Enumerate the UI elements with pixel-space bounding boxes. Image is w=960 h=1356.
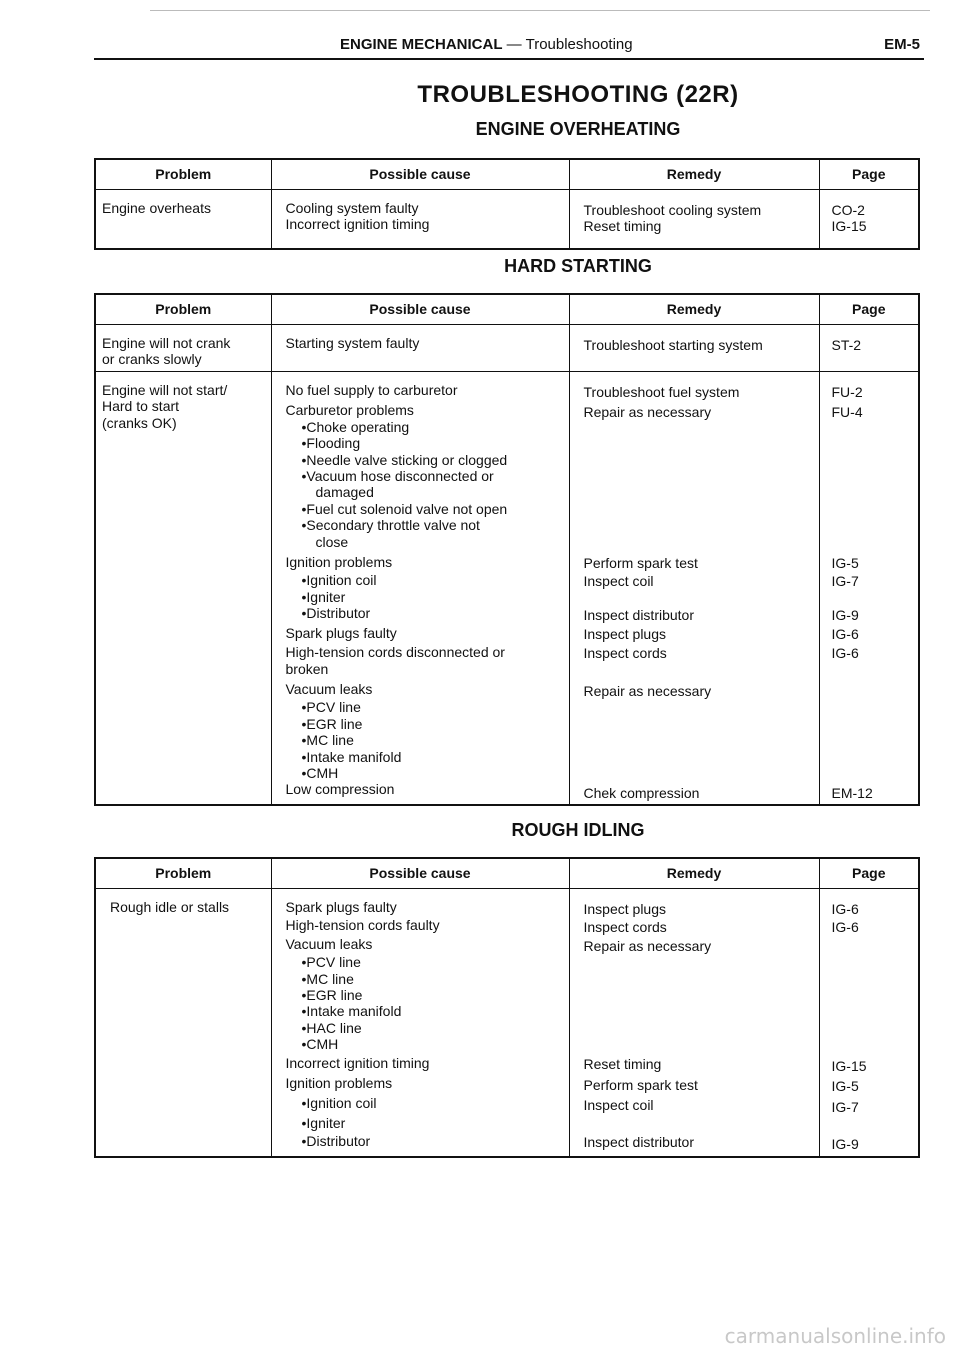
col-header-problem: Problem: [95, 858, 271, 889]
cause-subitem: • PCV line: [286, 699, 569, 715]
remedy-text: Inspect coil: [583, 1097, 654, 1114]
cause-subitem: • CMH: [286, 1036, 569, 1052]
page-ref: IG-6: [831, 626, 859, 643]
col-header-page: Page: [819, 858, 919, 889]
page-ref: IG-7: [831, 1098, 859, 1115]
cause-subitem: • Igniter: [286, 1115, 569, 1131]
cause-subitem: • Needle valve sticking or clogged: [286, 452, 569, 468]
cause-subitem: • EGR line: [286, 716, 569, 732]
col-header-remedy: Remedy: [569, 294, 819, 325]
col-header-problem: Problem: [95, 294, 271, 325]
page-ref: IG-9: [831, 606, 859, 623]
cause-subitem: • EGR line: [286, 987, 569, 1003]
remedy-text: Inspect distributor: [583, 1134, 694, 1151]
page-cell: [819, 889, 919, 1158]
remedy-text: Troubleshoot fuel system: [583, 384, 740, 400]
remedy-text: Troubleshoot cooling system: [583, 202, 762, 218]
cause-text: Vacuum leaks: [285, 680, 373, 697]
remedy-text: Perform spark test: [583, 1076, 698, 1093]
cause-subitem: • PCV line: [286, 954, 569, 970]
problem-cell: [95, 889, 271, 1158]
problem-text: Engine will not crank: [102, 335, 231, 351]
page-ref: CO-2: [831, 202, 865, 218]
page-ref: IG-15: [831, 218, 867, 235]
cause-text: Carburetor problems: [285, 402, 414, 419]
cause-subitem: • Distributor: [286, 1133, 569, 1149]
col-header-cause: Possible cause: [271, 858, 569, 889]
section-title-overheating: ENGINE OVERHEATING: [475, 119, 681, 139]
cause-text: Ignition problems: [285, 1075, 393, 1092]
table-row: [95, 325, 919, 372]
cause-text: High-tension cords disconnected or: [285, 644, 505, 661]
problem-cell: [95, 190, 271, 250]
col-header-page: Page: [819, 159, 919, 190]
col-header-cause: Possible cause: [271, 294, 569, 325]
problem-text: (cranks OK): [102, 414, 177, 431]
top-scan-line: [150, 10, 930, 11]
problem-text: Engine overheats: [102, 200, 211, 216]
table-row: [95, 372, 919, 805]
col-header-cause: Possible cause: [271, 159, 569, 190]
col-header-page: Page: [819, 294, 919, 325]
problem-cell: [95, 325, 271, 372]
page-cell: [819, 372, 919, 805]
cause-text: Vacuum leaks: [285, 935, 373, 952]
page-ref: IG-9: [831, 1136, 859, 1153]
cause-subitem: • Intake manifold: [286, 749, 569, 765]
remedy-cell: [569, 190, 819, 250]
page-ref: EM-12: [831, 784, 873, 801]
remedy-text: Repair as necessary: [583, 404, 712, 421]
cause-text: Cooling system faulty: [285, 200, 419, 216]
page-cell: [819, 325, 919, 372]
remedy-text: Inspect distributor: [583, 606, 694, 623]
cause-cell: [271, 190, 569, 250]
cause-subitem: • MC line: [286, 732, 569, 748]
remedy-text: Inspect plugs: [583, 901, 666, 917]
cause-cell: [271, 372, 569, 805]
cause-subitem: • Ignition coil: [286, 1095, 569, 1111]
page-ref: IG-6: [831, 901, 859, 917]
cause-cell: [271, 325, 569, 372]
table-rough-idling: [94, 857, 920, 1158]
cause-subitem: • Distributor: [286, 605, 569, 621]
page-ref: FU-2: [831, 384, 863, 400]
cause-subitem-cont: damaged: [315, 484, 374, 501]
watermark-text: carmanualsonline.info: [724, 1324, 946, 1348]
cause-subitem: • Flooding: [286, 435, 569, 451]
cause-subitem: • Igniter: [286, 589, 569, 605]
header-section: ENGINE MECHANICAL — Troubleshooting: [340, 36, 633, 53]
table-hard-starting: [94, 293, 920, 806]
col-header-remedy: Remedy: [569, 159, 819, 190]
cause-text: Low compression: [285, 781, 395, 798]
section-title-hard-starting: HARD STARTING: [504, 256, 652, 276]
page-ref: FU-4: [831, 404, 863, 421]
table-row: [95, 889, 919, 1158]
page-ref: IG-15: [831, 1057, 867, 1074]
page-ref: IG-5: [831, 1078, 859, 1095]
cause-text: broken: [285, 660, 329, 677]
cause-text: Starting system faulty: [285, 335, 420, 351]
problem-text: or cranks slowly: [102, 351, 202, 368]
remedy-text: Repair as necessary: [583, 937, 712, 954]
remedy-text: Perform spark test: [583, 554, 698, 571]
problem-text: Engine will not start/: [102, 382, 228, 398]
remedy-text: Chek compression: [583, 785, 700, 802]
cause-text: Ignition problems: [285, 554, 393, 571]
col-header-remedy: Remedy: [569, 858, 819, 889]
cause-subitem: • MC line: [286, 971, 569, 987]
cause-subitem: • Intake manifold: [286, 1003, 569, 1019]
cause-subitem: • CMH: [286, 765, 569, 781]
remedy-cell: [569, 889, 819, 1158]
col-header-problem: Problem: [95, 159, 271, 190]
cause-subitem: • HAC line: [286, 1020, 569, 1036]
remedy-text: Inspect plugs: [583, 626, 666, 643]
remedy-text: Reset timing: [583, 1056, 662, 1073]
remedy-text: Troubleshoot starting system: [583, 337, 763, 353]
cause-subitem: • Ignition coil: [286, 572, 569, 588]
remedy-text: Inspect coil: [583, 573, 654, 590]
page-ref: IG-7: [831, 573, 859, 590]
cause-cell: [271, 889, 569, 1158]
page-ref: IG-5: [831, 554, 859, 571]
problem-cell: [95, 372, 271, 805]
problem-text: Rough idle or stalls: [110, 899, 230, 915]
cause-subitem: • Fuel cut solenoid valve not open: [286, 501, 569, 517]
page-title: TROUBLESHOOTING (22R): [417, 81, 739, 108]
header-rule: [94, 58, 924, 60]
page-cell: [819, 190, 919, 250]
cause-subitem: • Vacuum hose disconnected or: [286, 468, 569, 484]
table-row: [95, 190, 919, 250]
cause-text: Incorrect ignition timing: [285, 216, 430, 233]
section-title-rough-idling: ROUGH IDLING: [511, 820, 645, 840]
remedy-text: Repair as necessary: [583, 682, 712, 699]
cause-subitem-cont: close: [315, 533, 349, 550]
problem-text: Hard to start: [102, 398, 180, 415]
cause-subitem: • Secondary throttle valve not: [286, 517, 569, 533]
remedy-cell: [569, 325, 819, 372]
remedy-cell: [569, 372, 819, 805]
page-ref: IG-6: [831, 919, 859, 936]
remedy-text: Inspect cords: [583, 645, 667, 662]
remedy-text: Inspect cords: [583, 919, 667, 936]
table-overheating: [94, 158, 920, 250]
cause-text: Spark plugs faulty: [285, 624, 397, 641]
page-ref: ST-2: [831, 337, 862, 353]
cause-text: No fuel supply to carburetor: [285, 382, 458, 398]
header-page-number: EM-5: [884, 36, 920, 53]
cause-subitem: • Choke operating: [286, 419, 569, 435]
page-ref: IG-6: [831, 645, 859, 662]
remedy-text: Reset timing: [583, 218, 662, 235]
cause-text: Spark plugs faulty: [285, 899, 397, 915]
cause-text: High-tension cords faulty: [285, 917, 440, 934]
cause-text: Incorrect ignition timing: [285, 1054, 430, 1071]
